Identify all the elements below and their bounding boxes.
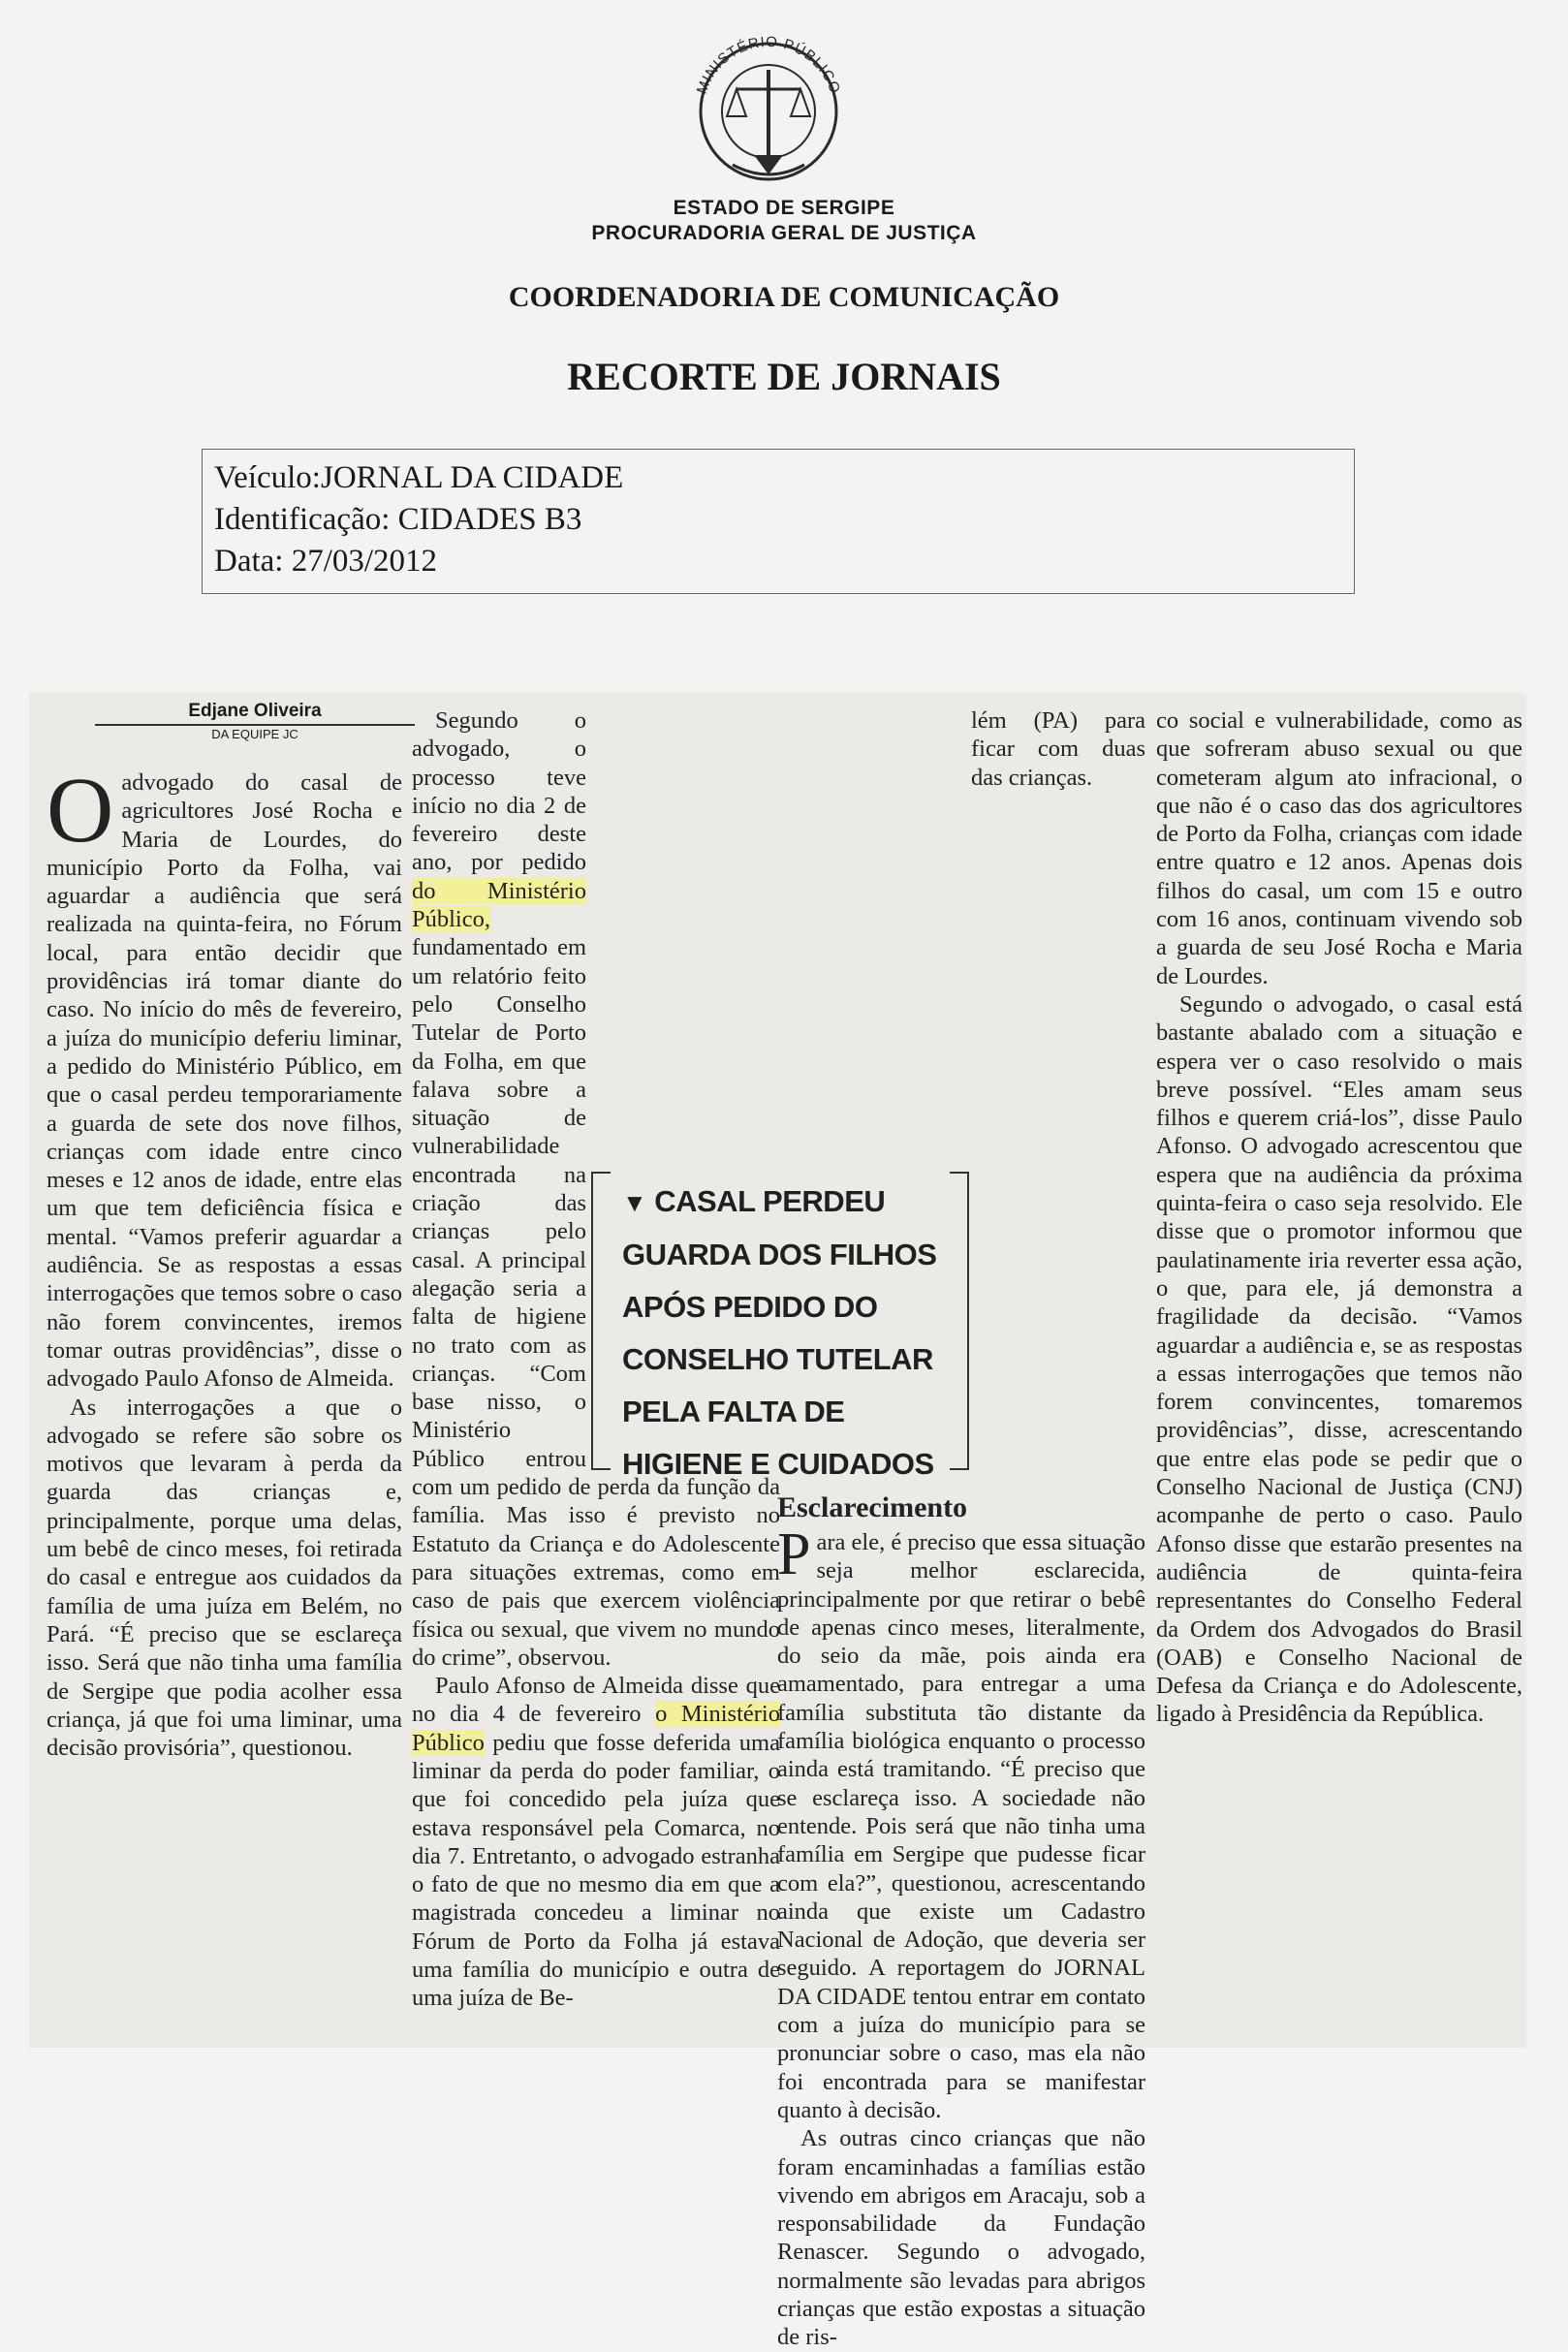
state-heading: ESTADO DE SERGIPE (673, 197, 895, 219)
article-column-4 (1156, 706, 1522, 1729)
article-column-3 (777, 706, 1145, 2352)
paragraph-text: ara ele, é preciso que essa situação seja melhor esclarecida, principalmente por que retirar o bebê de apenas cinco meses, literalmente, do seio da mãe, pois ainda era amamentado, para entregar a uma família substituta tão distante da família biológica enquanto o processo ainda está tramitando. “É preciso que se esclareça isso. A sociedade não entende. Pois será que não tinha uma família em Sergipe que pudesse ficar com ela?”, questionou, acrescentando ainda que existe um Cadastro Nacional de Adoção, que deveria ser seguido. A reportagem do JORNAL DA CIDADE tentou entrar em contato com a juíza do município para se pronunciar sobre o caso, mas ela não foi encontrada para se manifestar quanto à decisão. (777, 1529, 1145, 2123)
paragraph (412, 1672, 780, 2013)
seal-text: MINISTÉRIO PÚBLICO (693, 33, 844, 97)
byline-rule (95, 724, 415, 726)
department-heading: COORDENADORIA DE COMUNICAÇÃO (508, 281, 1060, 313)
pullquote-bracket-left (591, 1172, 611, 1470)
clipping-info-box (202, 449, 1355, 594)
paragraph-text: Paulo Afonso de Almeida disse que no dia 4 de fevereiro (412, 1673, 780, 1728)
ministerio-publico-seal (676, 19, 861, 184)
pullquote-bracket-right (950, 1172, 969, 1470)
paragraph-text: Segundo o advogado, o processo teve início no dia 2 de fevereiro deste ano, por pedido (412, 707, 586, 876)
highlighted-text: o Ministério Público (412, 1701, 780, 1756)
page-title: RECORTE DE JORNAIS (567, 355, 1001, 398)
drop-cap: O (47, 758, 114, 862)
vehicle-line: Veículo:JORNAL DA CIDADE (214, 460, 624, 495)
identification-line: Identificação: CIDADES B3 (214, 502, 582, 537)
pullquote (622, 1176, 942, 1481)
paragraph: As interrogações a que o advogado se refere são sobre os motivos que levaram à perda da guarda das crianças e, principalmente, porque uma delas, um bebê de cinco meses, foi retirada do casal e entregue aos cuidados da família de uma juíza em Belém, no Pará. “É preciso que se esclareça isso. Será que não tinha uma família de Sergipe que podia acolher essa criança, já que foi uma liminar, uma decisão provisória”, questionou. (47, 1394, 402, 1762)
paragraph: As outras cinco crianças que não foram encaminhadas a famílias estão vivendo em abrigos em Aracaju, sob a responsabilidade da Fundação Renascer. Segundo o advogado, normalmente são levadas para abrigos crianças que estão expostas a situação de ris- (777, 2125, 1145, 2351)
section-subheading: Esclarecimento (777, 1491, 968, 1523)
drop-cap: P (777, 1521, 811, 1587)
office-heading: PROCURADORIA GERAL DE JUSTIÇA (591, 222, 977, 244)
article-column-1 (47, 758, 402, 1762)
byline (95, 701, 415, 741)
author-name: Edjane Oliveira (188, 701, 322, 721)
paragraph (47, 758, 402, 1394)
paragraph: co social e vulnerabilidade, como as que sofreram abuso sexual ou que cometeram algum ato infracional, o que não é o caso das dos agricultores de Porto da Folha, crianças com idade entre quatro e 12 anos. Apenas dois filhos do casal, um com 15 e outro com 16 anos, continuam vivendo sob a guarda de seu José Rocha e Maria de Lourdes. (1156, 707, 1522, 989)
date-line: Data: 27/03/2012 (214, 544, 438, 579)
author-team: DA EQUIPE JC (211, 727, 298, 741)
paragraph-text: pediu que fosse deferida uma liminar da perda do poder familiar, o que foi concedido pela juíza que estava responsável pela Comarca, no dia 7. Entretanto, o advogado estranha o fato de que no mesmo dia em que a magistrada concedeu a liminar no Fórum de Porto da Folha já estava uma família do município e outra de uma juíza de Be- (412, 1729, 780, 2012)
pullquote-text: CASAL PERDEU GUARDA DOS FILHOS APÓS PEDIDO DO CONSELHO TUTELAR PELA FALTA DE HIGIENE E CUIDADOS (622, 1184, 937, 1481)
paragraph-text: fundamentado em um relatório feito pelo Conselho Tutelar de Porto da Folha, em que falava sobre a situação de vulnerabilidade encontrada na criação das crianças pelo casal. A principal alegação seria a falta de higiene no trato com as crianças. “Com base nisso, o Ministério Público entrou com um pedido de perda da função da família. Mas isso é previsto no Estatuto da Criança e do Adolescente para situações extremas, como em caso de pais que exercem violência física ou sexual, que vivem no mundo do crime”, observou. (412, 934, 780, 1671)
paragraph (777, 1521, 1145, 2124)
paragraph: lém (PA) para ficar com duas das crianças. (971, 707, 1145, 791)
triangle-down-icon: ▼ (622, 1188, 647, 1217)
paragraph: Segundo o advogado, o casal está bastante abalado com a situação e espera ver o caso resolvido o mais breve possível. “Eles amam seus filhos e querem criá-los”, disse Paulo Afonso. O advogado acrescentou que espera que na audiência da próxima quinta-feira o caso seja resolvido. Ele disse que o promotor informou que paulatinamente iria reverter essa ação, o que, para ele, já demonstra a fragilidade da decisão. “Vamos aguardar a audiência e, se as respostas a essas interrogações que temos não forem convincentes, tomaremos providências”, disse, acrescentando que entre elas pode se pedir que o Conselho Nacional de Justiça (CNJ) acompanhe de perto o caso. Paulo Afonso disse que estarão presentes na audiência de quinta-feira representantes do Conselho Federal da Ordem dos Advogados do Brasil (OAB) e Conselho Nacional de Defesa da Criança e do Adolescente, ligado à Presidência da República. (1156, 990, 1522, 1728)
paragraph-text: advogado do casal de agricultores José Rocha e Maria de Lourdes, do município Porto da Folha, vai aguardar a audiência que será realizada na quinta-feira, no Fórum local, para então decidir que providências irá tomar diante do caso. No início do mês de fevereiro, a juíza do município deferiu liminar, a pedido do Ministério Público, em que o casal perdeu temporariamente a guarda de sete dos nove filhos, crianças com idade entre cinco meses e 12 anos de idade, entre elas um que tem deficiência física e mental. “Vamos preferir aguardar a audiência. Se as respostas a essas interrogações que temos sobre o caso não forem convincentes, iremos tomar outras providências”, disse o advogado Paulo Afonso de Almeida. (47, 769, 402, 1393)
newspaper-clipping (29, 693, 1526, 2351)
highlighted-text: do Ministério Público, (412, 877, 586, 933)
